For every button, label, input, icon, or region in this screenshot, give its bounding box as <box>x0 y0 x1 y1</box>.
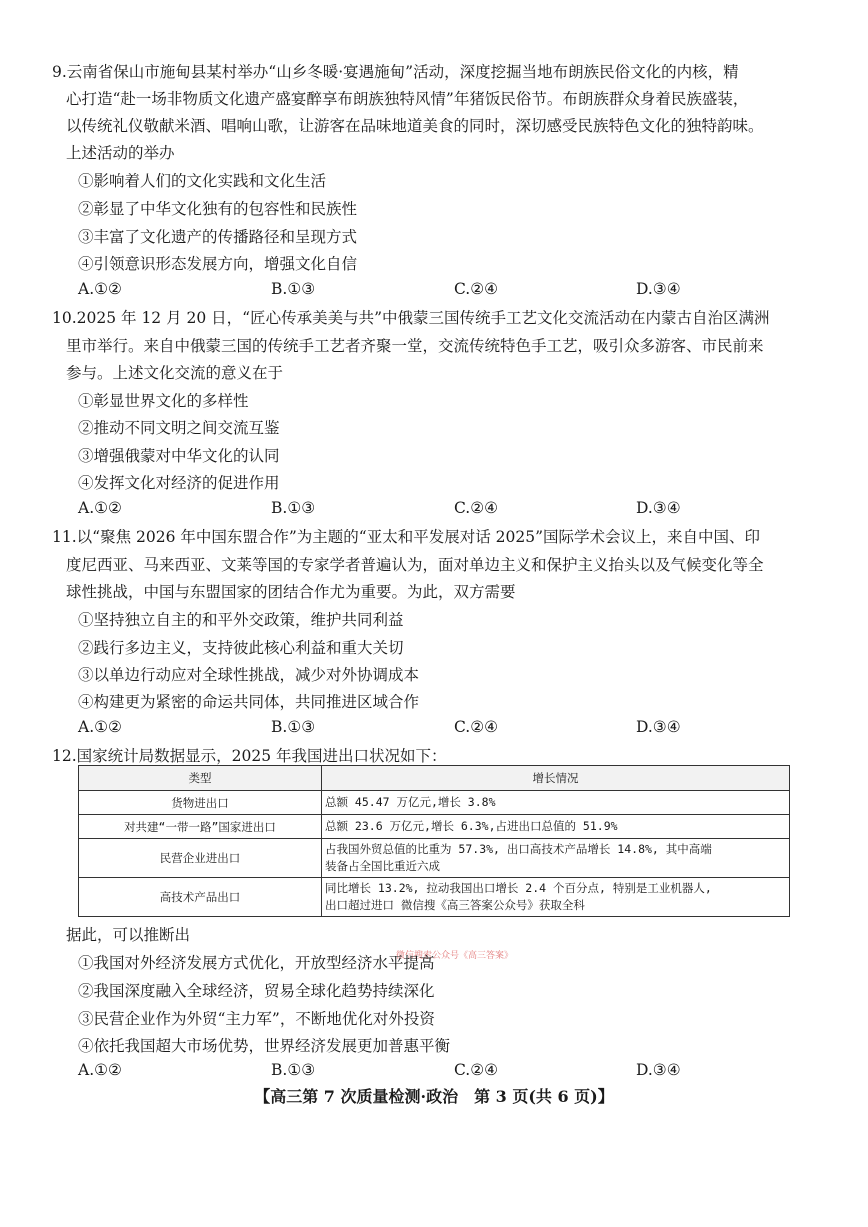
q10-option-4: ④发挥文化对经济的促进作用 <box>78 474 280 492</box>
q10-option-3: ③增强俄蒙对中华文化的认同 <box>78 447 280 465</box>
table-cell-category: 货物进出口 <box>79 791 322 815</box>
table-row <box>79 791 790 815</box>
q10-choices <box>78 499 718 521</box>
q9-option-2: ②彰显了中华文化独有的包容性和民族性 <box>78 200 358 218</box>
q12-choice-d[interactable]: D.③④ <box>636 1061 681 1079</box>
page-footer: 【高三第 7 次质量检测·政治 第 3 页(共 6 页)】 <box>254 1087 614 1106</box>
q11-option-4: ④构建更为紧密的命运共同体，共同推进区域合作 <box>78 693 420 711</box>
q9-stem-line-4: 上述活动的举办 <box>66 144 175 162</box>
q12-stem: 12.国家统计局数据显示，2025 年我国进出口状况如下： <box>52 747 447 765</box>
q12-option-1: ①我国对外经济发展方式优化，开放型经济水平提高 <box>78 954 435 972</box>
q11-option-2: ②践行多边主义，支持彼此核心利益和重大关切 <box>78 639 404 657</box>
q9-choice-b[interactable]: B.①③ <box>271 280 316 298</box>
q9-stem-line-1: 9.云南省保山市施甸县某村举办“山乡冬暖·宴遇施甸”活动，深度挖掘当地布朗族民俗文化的内核，精 <box>52 63 739 81</box>
q11-option-1: ①坚持独立自主的和平外交政策，维护共同利益 <box>78 611 404 629</box>
q9-choice-a[interactable]: A.①② <box>78 280 122 298</box>
q11-option-3: ③以单边行动应对全球性挑战，减少对外协调成本 <box>78 666 420 684</box>
q9-stem-line-2: 心打造“赴一场非物质文化遗产盛宴醉享布朗族独特风情”年猪饭民俗节。布朗族群众身着民族盛装， <box>66 90 749 108</box>
table-cell-line: 出口超过进口 微信搜《高三答案公众号》获取全科 <box>325 898 585 912</box>
table-cell-category: 高技术产品出口 <box>79 878 322 917</box>
q10-choice-b[interactable]: B.①③ <box>271 499 316 517</box>
q12-option-2: ②我国深度融入全球经济，贸易全球化趋势持续深化 <box>78 982 435 1000</box>
q9-option-4: ④引领意识形态发展方向，增强文化自信 <box>78 255 358 273</box>
table-cell-line: 占我国外贸总值的比重为 57.3%, 出口高技术产品增长 14.8%, 其中高端 <box>325 842 712 856</box>
q11-stem-line-2: 度尼西亚、马来西亚、文莱等国的专家学者普遍认为，面对单边主义和保护主义抬头以及气候变化等全 <box>66 556 764 574</box>
q11-choice-d[interactable]: D.③④ <box>636 718 681 736</box>
table-cell-category: 民营企业进出口 <box>79 839 322 878</box>
q10-stem-line-3: 参与。上述文化交流的意义在于 <box>66 364 284 382</box>
q10-option-2: ②推动不同文明之间交流互鉴 <box>78 419 280 437</box>
q11-stem-line-3: 球性挑战，中国与东盟国家的团结合作尤为重要。为此，双方需要 <box>66 583 516 601</box>
q12-option-4: ④依托我国超大市场优势，世界经济发展更加普惠平衡 <box>78 1037 451 1055</box>
q11-choice-a[interactable]: A.①② <box>78 718 122 736</box>
q10-stem-line-1: 10.2025 年 12 月 20 日，“匠心传承美美与共”中俄蒙三国传统手工艺文化交流活动在内蒙古自治区满洲 <box>52 309 770 327</box>
table-cell-value <box>322 839 790 878</box>
table-row <box>79 815 790 839</box>
q10-option-1: ①彰显世界文化的多样性 <box>78 392 249 410</box>
trade-data-table <box>78 765 790 917</box>
q12-choices <box>78 1061 718 1083</box>
table-header-row <box>79 766 790 791</box>
q9-choice-c[interactable]: C.②④ <box>454 280 499 298</box>
q9-stem-line-3: 以传统礼仪敬献米酒、唱响山歌，让游客在品味地道美食的同时，深切感受民族特色文化的独特韵味。 <box>66 117 764 135</box>
q10-choice-a[interactable]: A.①② <box>78 499 122 517</box>
watermark-text: 微信搜索公众号《高三答案》 <box>396 951 514 961</box>
table-cell-line: 总额 45.47 万亿元,增长 3.8% <box>325 795 496 809</box>
q9-choice-d[interactable]: D.③④ <box>636 280 681 298</box>
q10-choice-c[interactable]: C.②④ <box>454 499 499 517</box>
table-cell-category: 对共建“一带一路”国家进出口 <box>79 815 322 839</box>
table-header-growth: 增长情况 <box>322 766 790 791</box>
table-cell-value <box>322 815 790 839</box>
q12-lead: 据此，可以推断出 <box>66 926 191 944</box>
q10-stem-line-2: 里市举行。来自中俄蒙三国的传统手工艺者齐聚一堂，交流传统特色手工艺，吸引众多游客、市民前来 <box>66 337 764 355</box>
q9-choices <box>78 280 718 302</box>
table-header-type: 类型 <box>79 766 322 791</box>
q10-choice-d[interactable]: D.③④ <box>636 499 681 517</box>
table-cell-value <box>322 878 790 917</box>
q9-option-1: ①影响着人们的文化实践和文化生活 <box>78 172 327 190</box>
q11-choice-c[interactable]: C.②④ <box>454 718 499 736</box>
q11-choice-b[interactable]: B.①③ <box>271 718 316 736</box>
q11-stem-line-1: 11.以“聚焦 2026 年中国东盟合作”为主题的“亚太和平发展对话 2025”国际学术会议上，来自中国、印 <box>52 528 761 546</box>
table-cell-value <box>322 791 790 815</box>
q9-option-3: ③丰富了文化遗产的传播路径和呈现方式 <box>78 228 358 246</box>
q11-choices <box>78 718 718 740</box>
q12-choice-a[interactable]: A.①② <box>78 1061 122 1079</box>
table-cell-line: 总额 23.6 万亿元,增长 6.3%,占进出口总值的 51.9% <box>325 819 618 833</box>
table-row <box>79 878 790 917</box>
table-cell-line: 装备占全国比重近六成 <box>325 859 440 873</box>
q12-option-3: ③民营企业作为外贸“主力军”，不断地优化对外投资 <box>78 1010 435 1028</box>
q12-choice-c[interactable]: C.②④ <box>454 1061 499 1079</box>
table-row <box>79 839 790 878</box>
table-cell-line: 同比增长 13.2%, 拉动我国出口增长 2.4 个百分点, 特别是工业机器人, <box>325 881 712 895</box>
q12-choice-b[interactable]: B.①③ <box>271 1061 316 1079</box>
